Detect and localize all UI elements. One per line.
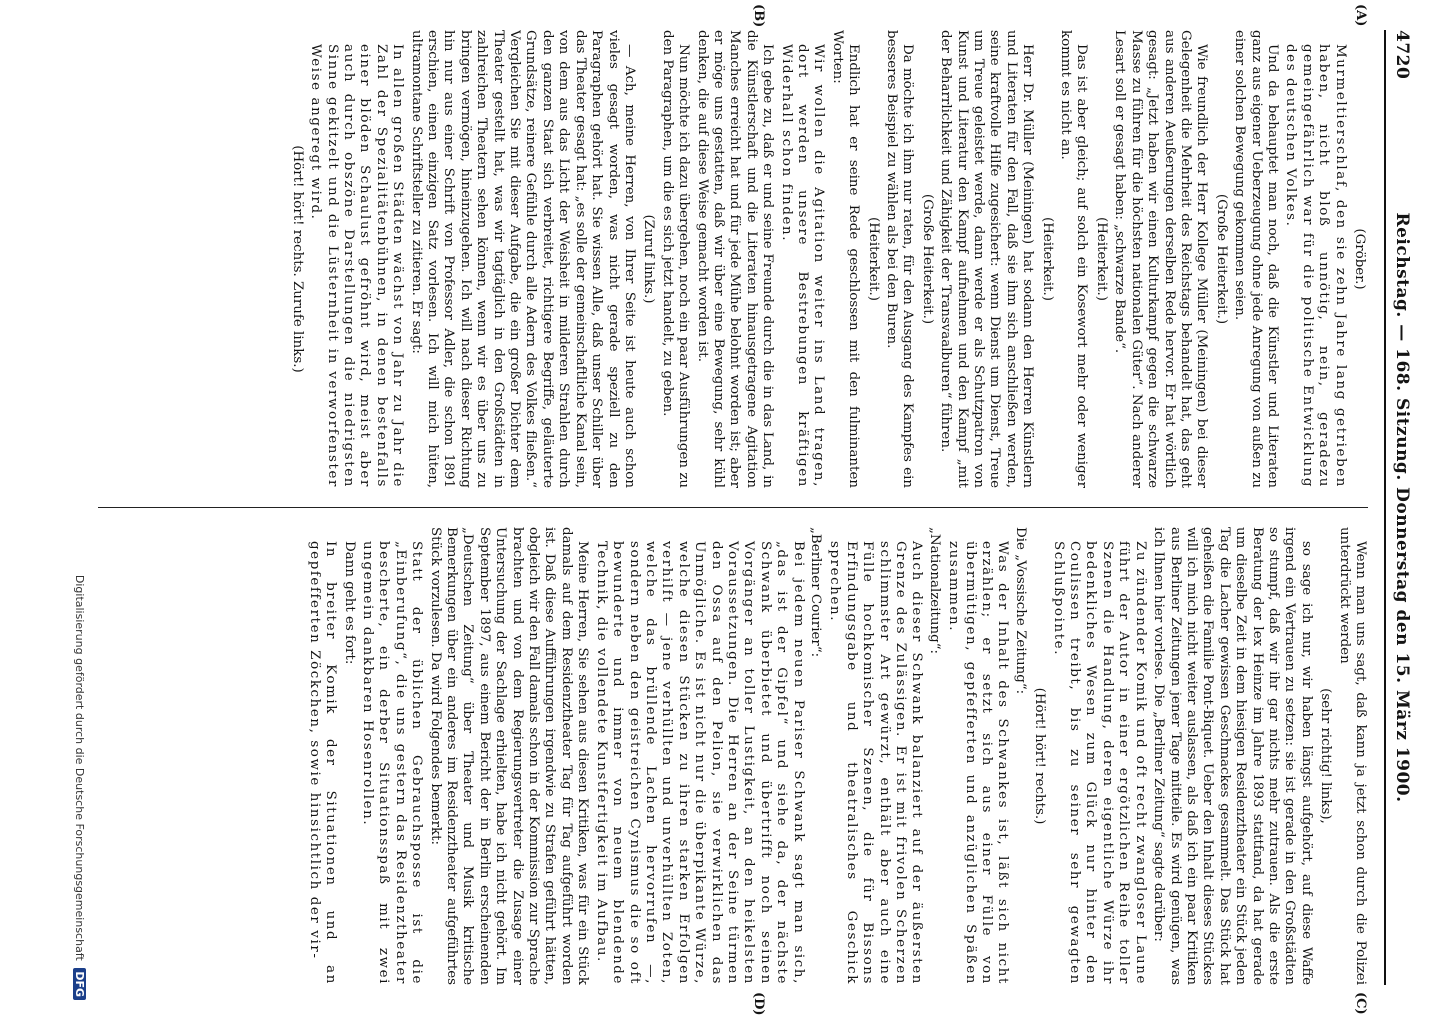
left-quotation: Murmeltierschlaf, den sie zehn Jahre lang getrieben haben, nicht bloß unnötig, nein, geradezu gemeingefährlich war für die politische Entwicklung des deutschen Volkes. bbox=[1283, 44, 1348, 488]
right-quotation: Auch dieser Schwank balanziert auf der äußersten Grenze des Zulässigen. Er ist mit frivolen Scherzen schlimmster Art gewürzt, enthält aber auch eine Fülle hochkomischer Szenen, die für Bissons Erfindungsgabe und theatralisches Geschick sprechen. bbox=[827, 541, 925, 985]
left-interjection: (Hört! hört! rechts. Zurufe links.) bbox=[289, 145, 305, 373]
credit-text: Digitalisierung gefördert durch die Deutsche Forschungsgemeinschaft bbox=[73, 574, 86, 961]
right-paragraph: „Nationalzeitung“: bbox=[926, 527, 942, 655]
speaker-name: (Gröber.) bbox=[1352, 228, 1367, 290]
margin-marker-d: (D) bbox=[751, 992, 766, 1016]
right-paragraph: Meine Herren, Sie sehen aus diesen Kritiken, was für ein Stück damals auf dem Residenztheater Tag für Tag aufgeführt worden ist. Daß diese Aufführungen irgendwie zu Strafen geführt hätten, obgleich wir den Fall damals schon in der Kommission zur Sprache brachten und von dem Regierungsvertreter die Zusage einer Untersuchung der Sachlage erhielten, habe ich nicht gehört. Im September 1897, aus einem Bericht der in Berlin erscheinenden „Deutschen Zeitung“ über Theater und Musik kritische Bemerkungen über ein anderes im Residenztheater aufgeführtes Stück vorzulesen. Da wird Folgendes bemerkt: bbox=[427, 527, 591, 985]
right-paragraph: „Berliner Courier“: bbox=[808, 527, 823, 658]
page-header bbox=[1384, 30, 1416, 985]
margin-marker-c: (C) bbox=[1353, 992, 1368, 1015]
left-paragraph: Und da behauptet man noch, daß die Künstler und Literaten ganz aus eigener Ueberzeugung ohne jede Anregung von außen zu einer solchen Bewegung gekommen seien. bbox=[1232, 30, 1280, 488]
right-quotation: In breiter Komik der Situationen und an gepfefferten Zöckchen, sowie hinsichtlich der vir- bbox=[306, 541, 339, 985]
right-quotation: Bei jedem neuen Pariser Schwank sagt man sich, „das ist der Gipfel“ und siehe da, der nächste Schwank überbietet und übertrifft noch seinen Vorgänger an toller Lustigkeit, an den heikelsten Voraussetzungen. Die Herren an der Seine türmen den Ossa auf den Pelion, sie verwirklichen das Unmögliche. Es ist nicht nur die überpikante Würze, welche diesen Stücken zu ihren starken Erfolgen verhilft — jene verhüllten und unverhüllten Zoten, welche das brüllende Lachen hervorrufen —, sondern neben den geistreichen Cynismus die so oft bewunderte und immer von neuem blendende Technik, die vollendete Kunstfertigkeit im Aufbau. bbox=[593, 541, 806, 985]
margin-marker-a: (A) bbox=[1353, 4, 1368, 27]
dfg-logo: DFG bbox=[73, 968, 86, 1000]
page-number: 4720 bbox=[1392, 30, 1412, 80]
page-title: Reichstag. — 168. Sitzung. Donnerstag den 15. März 1900. bbox=[1392, 212, 1412, 803]
right-paragraph: Wenn man uns sagt, daß kann ja jetzt schon durch die Polizei unterdrückt werden bbox=[1336, 527, 1368, 985]
column-divider bbox=[98, 507, 1368, 508]
right-paragraph: so sage ich nur, wir haben längst aufgehört, auf diese Waffe irgend ein Vertrauen zu setzen: sie ist gerade in den Großstädten so stumpf, daß wir ihr gar nichts mehr zutrauen. Als die erste Beratung der lex Heinze im Jahre 1893 stattfand, da hat gerade um dieselbe Zeit in dem hiesigen Residenztheater ein Stück jeden Tag die Lacher gewissen Geschmackes gesammelt. Das Stück hat geheißen die Familie Pont-Biquet. Ueber den Inhalt dieses Stückes will ich mich nicht weiter auslassen, als daß ich ein paar Kritiken aus Berliner Zeitungen jener Tage mitteile. Es wird genügen, was ich Ihnen hier vorlese. Die „Berliner Zeitung“ sagte darüber: bbox=[1151, 527, 1314, 985]
left-quotation: In allen großen Städten wächst von Jahr zu Jahr die Zahl der Spezialitätenbühnen, in denen bestenfalls einer blöden Schaulust gefröhnt wird, meist aber auch durch obszöne Darstellungen die niedrigsten Sinne gekitzelt und die Lüsternheit in verworfenster Weise angeregt wird. bbox=[308, 44, 406, 488]
left-paragraph: Ich gebe zu, daß er und seine Freunde durch die in das Land, in die Künstlerschaft und die Literaten hinausgetragene Agitation Manches erreicht hat und für jede Mühe belohnt worden ist; aber er möge uns gestatten, daß wir über eine Bewegung, sehr kühl denken, die auf diese Weise gemacht worden ist. bbox=[694, 30, 776, 488]
left-interjection: (Heiterkeit.) bbox=[1039, 217, 1055, 301]
left-paragraph: Wie freundlich der Herr Kollege Müller (Meiningen) bei dieser Gelegenheit die Mehrheit des Reichstags behandelt hat, das geht aus anderen Aeußerungen derselben Rede hervor. Er hat wörtlich gesagt: „Jetzt haben wir einen Kulturkampf gegen die schwarze Masse zu führen für die höchsten nationalen Güter“. Nach anderer Lesart soll er gesagt haben: „schwarze Bande“. bbox=[1112, 30, 1210, 488]
left-interjection: (Zuruf links.) bbox=[641, 214, 657, 304]
right-paragraph: Dann geht es fort: bbox=[341, 541, 357, 665]
right-quotation: Was der Inhalt des Schwankes ist, läßt sich nicht erzählen; er setzt sich aus einer Fülle von übermütigen, gepfefferten und anzüglichen Späßen zusammen. bbox=[946, 541, 1011, 985]
right-interjection: (sehr richtig! links), bbox=[1318, 688, 1334, 824]
left-paragraph: Das ist aber gleich; auf solch ein Kosewort mehr oder weniger kommt es nicht an. bbox=[1058, 30, 1090, 488]
left-interjection: (Große Heiterkeit.) bbox=[919, 193, 935, 325]
right-paragraph: Die „Vossische Zeitung“: bbox=[1012, 527, 1028, 695]
left-paragraph: — Ach, meine Herren, von Ihrer Seite ist heute auch schon vieles gesagt worden, was nicht gerade speziell zu den Paragraphen gehört hat. Sie wissen Alle, daß unser Schiller über das Theater gesagt hat: „es solle der gemeinschaftliche Kanal sein, von dem aus das Licht der Weisheit in milderen Strahlen durch den ganzen Staat sich verbreitet, richtigere Begriffe, geläuterte Grundsätze, reinere Gefühle durch alle Adern des Volkes fließen.“ Vergleichen Sie mit dieser Aufgabe, die ein großer Dichter dem Theater gestellt hat, was wir tagtäglich in den Großstädten in zahlreichen Theatern sehen können, wenn wir es über uns zu bringen vermögen, hineinzugehen. Ich will nach dieser Richtung hin nur aus einer Schrift von Professor Adler, die schon 1891 erschien, einen einzigen Satz vorlesen. Ich will mich hüten, ultramontane Schriftsteller zu zitieren. Er sagt: bbox=[408, 30, 637, 488]
right-quotation: Statt der üblichen Gebrauchsposse ist die „Einberufung“, die uns gestern das Residenztheater bescherte, ein derber Situationsspaß mit zwei ungemein dankbaren Hosenrollen. bbox=[360, 541, 425, 985]
left-interjection: (Heiterkeit.) bbox=[1093, 217, 1109, 301]
right-interjection: (Hört! hört! rechts.) bbox=[1032, 687, 1048, 825]
left-paragraph: Endlich hat er seine Rede geschlossen mit den fulminanten Worten: bbox=[829, 30, 862, 488]
left-paragraph: Herr Dr. Müller (Meiningen) hat sodann den Herren Künstlern und Literaten für den Fall, daß sie ihm sich anschließen werden, seine kraftvolle Hilfe zugesichert: wenn Dienst um Dienst, Treue um Treue geleistet werde, dann werde er als Schutzpatron von Kunst und Literatur den Kampf aufnehmen und den Kampf „mit der Beharrlichkeit und Zähigkeit der Transvaalburen“ führen. bbox=[938, 30, 1036, 488]
left-interjection: (Heiterkeit.) bbox=[865, 217, 881, 301]
left-quotation: Wir wollen die Agitation weiter ins Land tragen, dort werden unsere Bestrebungen kräftigen Widerhall schon finden. bbox=[778, 44, 827, 488]
margin-marker-b: (B) bbox=[751, 4, 766, 28]
page-body bbox=[81, 4, 1416, 1016]
digitization-credit bbox=[66, 0, 86, 1000]
right-quotation: Zu zündender Komik und oft recht zwangloser Laune führt der Autor in einer ergötzlichen Reihe toller Szenen die Handlung, deren eigentliche Würze ihr bedenkliches Wesen zum Glück nur hinter den Coulissen treibt, bis zu seiner sehr gewagten Schlußpointe. bbox=[1050, 541, 1148, 985]
left-paragraph: Da möchte ich ihm nur raten, für den Ausgang des Kampfes ein besseres Beispiel zu wählen als bei den Buren. bbox=[884, 30, 916, 488]
left-interjection: (Große Heiterkeit.) bbox=[1213, 193, 1229, 325]
left-column bbox=[98, 30, 1368, 488]
right-column bbox=[98, 527, 1368, 985]
left-paragraph: Nun möchte ich dazu übergehen, noch ein paar Ausführungen zu den Paragraphen, um die es sich jetzt handelt, zu geben. bbox=[659, 30, 692, 488]
